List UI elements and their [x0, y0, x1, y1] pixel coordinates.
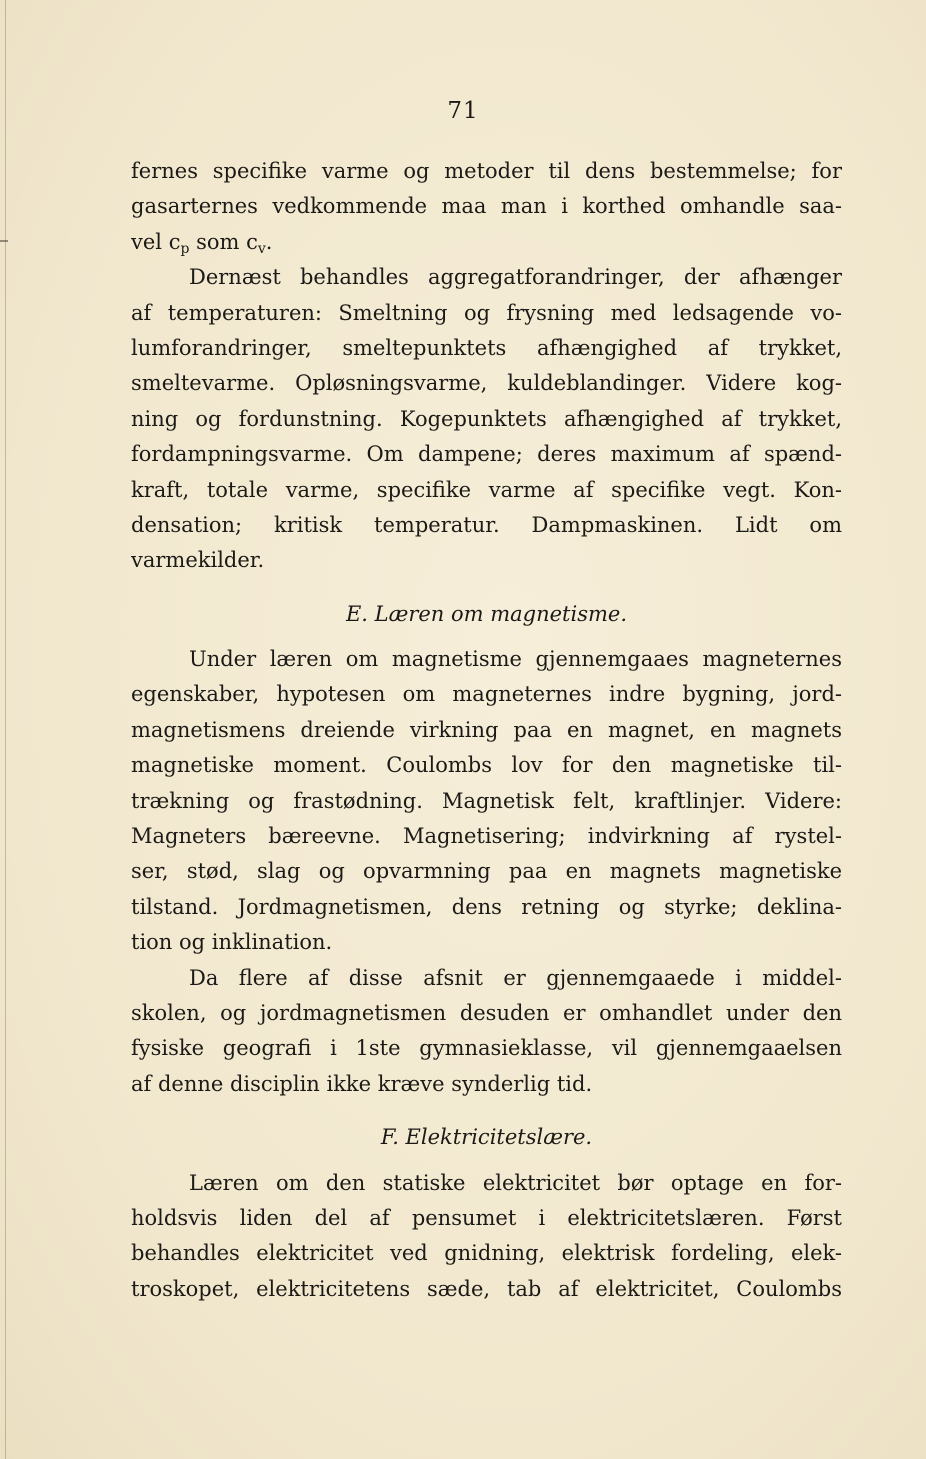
text-line: af temperaturen: Smeltning og frysning med ledsagende vo- — [131, 300, 842, 325]
text-line: smeltevarme. Opløsningsvarme, kuldeblandinger. Videre kog- — [131, 371, 842, 396]
text-line: holdsvis liden del af pensumet i elektricitetslæren. Først — [131, 1205, 842, 1230]
text-line: magnetismens dreiende virkning paa en magnet, en magnets — [131, 717, 842, 742]
text-line: Da flere af disse afsnit er gjennemgaaede i middel- — [189, 965, 842, 990]
text-line: kraft, totale varme, specifike varme af specifike vegt. Kon- — [131, 477, 842, 502]
section-heading-electricity: F. Elektricitetslære. — [380, 1125, 593, 1150]
page-edge-line — [5, 0, 6, 1459]
text-line: ning og fordunstning. Kogepunktets afhængighed af trykket, — [131, 406, 842, 431]
text-line: trækning og frastødning. Magnetisk felt, kraftlinjer. Videre: — [131, 788, 842, 813]
page-edge-mark — [0, 240, 8, 242]
body-text — [131, 154, 842, 1307]
text-line: Under læren om magnetisme gjennemgaaes magneternes — [189, 647, 842, 672]
text-line: gasarternes vedkommende maa man i korthed omhandle saa- — [131, 194, 842, 219]
page-number: 71 — [447, 98, 479, 124]
text-line: behandles elektricitet ved gnidning, elektrisk fordeling, elek- — [131, 1241, 842, 1266]
text-line: skolen, og jordmagnetismen desuden er omhandlet under den — [131, 1000, 842, 1025]
text-line: egenskaber, hypotesen om magneternes indre bygning, jord- — [131, 682, 842, 707]
text-line: magnetiske moment. Coulombs lov for den magnetiske til- — [131, 753, 842, 778]
text-line: Magneters bæreevne. Magnetisering; indvirkning af rystel- — [131, 824, 842, 849]
text-line: fysiske geografi i 1ste gymnasieklasse, vil gjennemgaaelsen — [131, 1036, 842, 1061]
text-line: troskopet, elektricitetens sæde, tab af elektricitet, Coulombs — [131, 1276, 842, 1301]
text-line: tion og inklination. — [131, 930, 333, 955]
text-line: Dernæst behandles aggregatforandringer, der afhænger — [189, 265, 842, 290]
text-line: fernes specifike varme og metoder til dens bestemmelse; for — [131, 159, 842, 183]
text-line: Læren om den statiske elektricitet bør optage en for- — [189, 1170, 842, 1195]
text-line: varmekilder. — [131, 548, 265, 573]
section-heading-magnetism: E. Læren om magnetisme. — [345, 601, 628, 626]
text-line: fordampningsvarme. Om dampene; deres maximum af spænd- — [131, 442, 842, 467]
text-line: lumforandringer, smeltepunktets afhængighed af trykket, — [131, 335, 842, 360]
text-line-subscript: vel $c_p$ som $c_v$. — [131, 229, 273, 257]
text-line: af denne disciplin ikke kræve synderlig tid. — [131, 1071, 593, 1096]
text-line: densation; kritisk temperatur. Dampmaskinen. Lidt om — [131, 512, 842, 537]
text-line: tilstand. Jordmagnetismen, dens retning og styrke; deklina- — [131, 894, 842, 919]
text-line: ser, stød, slag og opvarmning paa en magnets magnetiske — [131, 859, 842, 884]
